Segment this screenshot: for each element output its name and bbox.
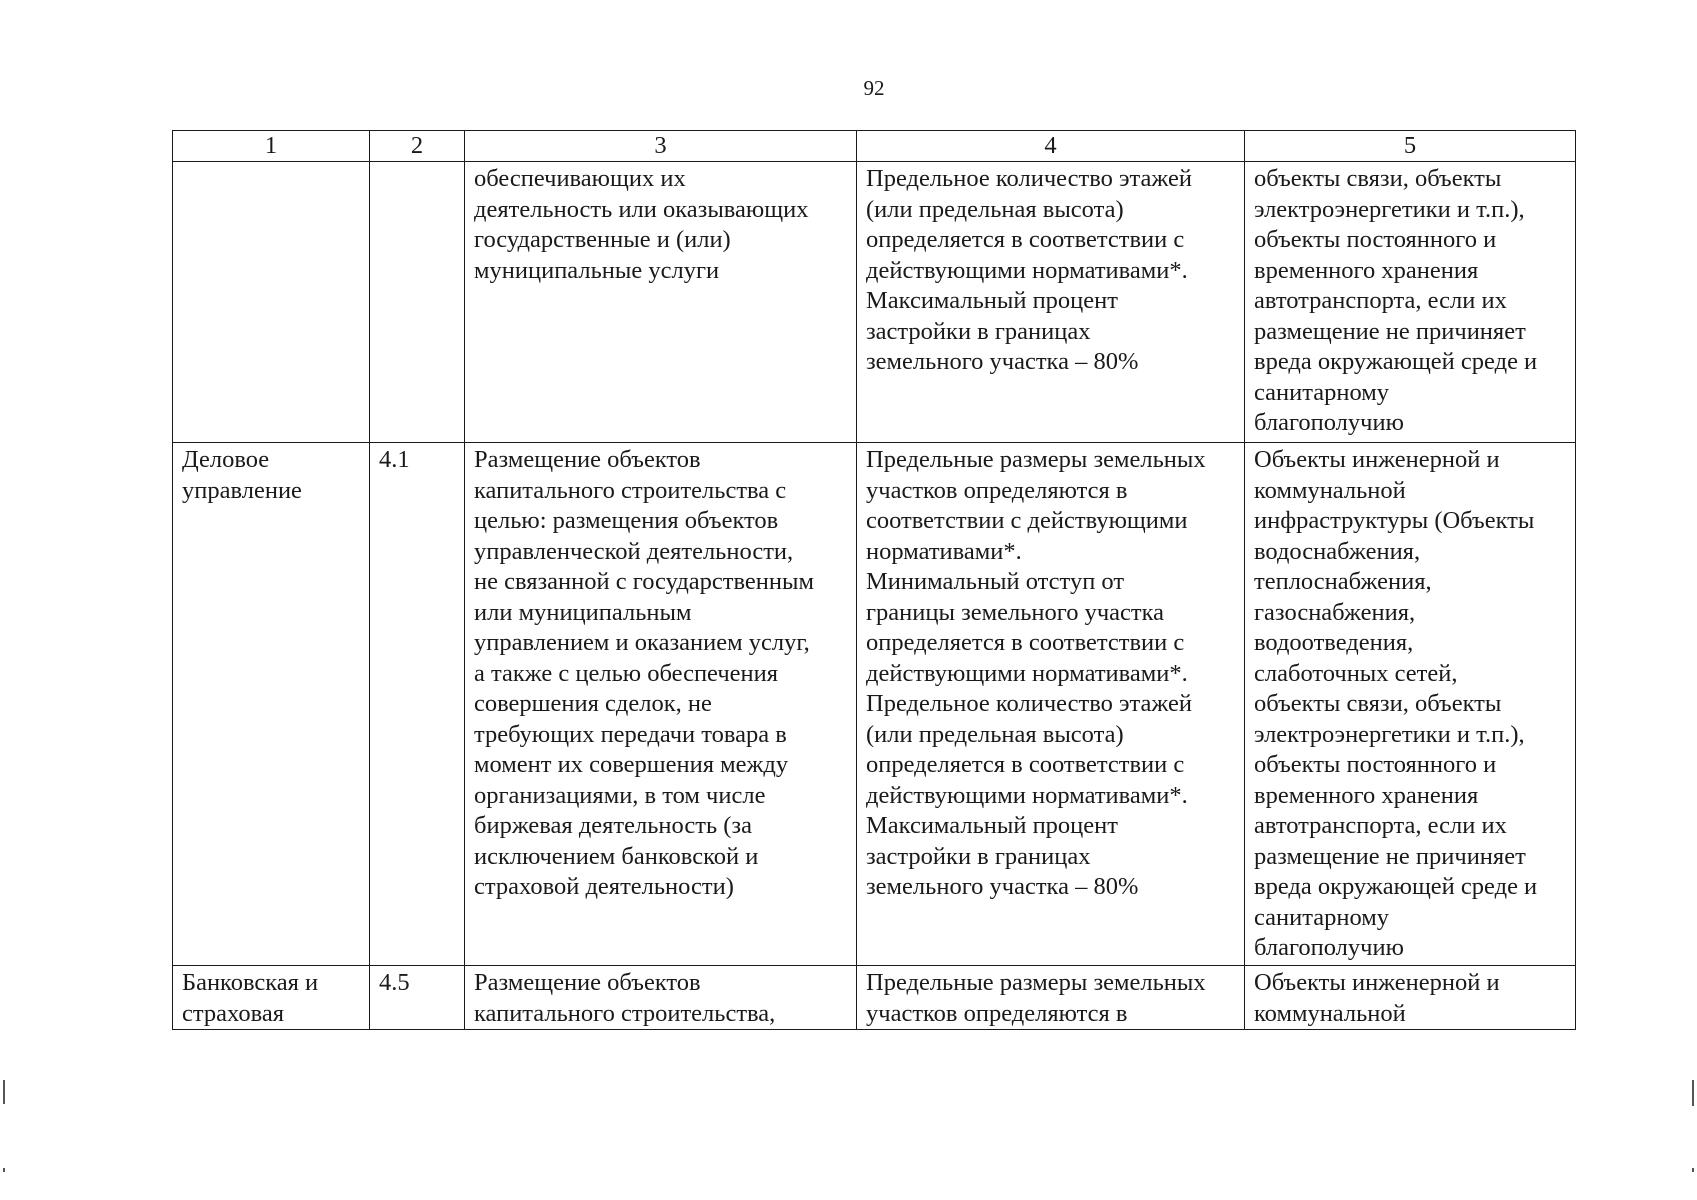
cell-text: Деловое управление bbox=[182, 446, 302, 504]
cell-text: Размещение объектов капитального строительства с целью: размещения объектов управленческой деятельности, не связанной с государственным или муниципальным управлением и оказанием услуг, а также с целью обеспечения совершения сделок, не требующих передачи товара в момент их совершения между организациями, в том числе биржевая деятельность (за исключением банковской и страховой деятельности) bbox=[474, 446, 814, 900]
scan-edge-mark-left-lower bbox=[3, 1168, 5, 1172]
scan-edge-mark-right bbox=[1692, 1080, 1694, 1106]
table-header-row bbox=[173, 131, 1576, 162]
cell-text: 4.5 bbox=[379, 969, 410, 996]
table-row bbox=[173, 162, 1576, 443]
cell-use-code bbox=[370, 966, 465, 1030]
scan-edge-mark-left bbox=[3, 1080, 5, 1104]
column-header: 4 bbox=[857, 131, 1245, 162]
column-header: 3 bbox=[465, 131, 857, 162]
cell-text: 4.1 bbox=[379, 446, 410, 473]
cell-use-name bbox=[173, 162, 370, 443]
cell-auxiliary-uses bbox=[1245, 162, 1576, 443]
cell-text: Предельные размеры земельных участков определяются в соответствии с действующими нормативами*. Минимальный отступ от границы земельного участка определяется в соответствии с действующими нормативами*. Предельное количество этажей (или предельная высота) определяется в соответствии с действующими нормативами*. Максимальный процент застройки в границах земельного участка – 80% bbox=[866, 446, 1206, 900]
cell-use-name bbox=[173, 966, 370, 1030]
cell-text: Банковская и страховая bbox=[182, 969, 319, 1027]
cell-text: Предельные размеры земельных участков определяются в bbox=[866, 969, 1206, 1027]
cell-use-description bbox=[465, 162, 857, 443]
cell-text: Предельное количество этажей (или предельная высота) определяется в соответствии с действующими нормативами*. Максимальный процент застройки в границах земельного участка – 80% bbox=[866, 165, 1192, 375]
scan-edge-mark-right-lower bbox=[1692, 1168, 1694, 1172]
cell-parameters bbox=[857, 162, 1245, 443]
cell-text: Размещение объектов капитального строительства, bbox=[474, 969, 776, 1027]
cell-parameters bbox=[857, 443, 1245, 966]
cell-auxiliary-uses bbox=[1245, 443, 1576, 966]
cell-use-code bbox=[370, 443, 465, 966]
table-row bbox=[173, 966, 1576, 1030]
cell-use-description bbox=[465, 966, 857, 1030]
column-header: 1 bbox=[173, 131, 370, 162]
cell-text: Объекты инженерной и коммунальной bbox=[1254, 969, 1500, 1027]
column-header: 5 bbox=[1245, 131, 1576, 162]
cell-use-code bbox=[370, 162, 465, 443]
page-number: 92 bbox=[863, 76, 885, 100]
zoning-table bbox=[172, 130, 1576, 1030]
cell-text: обеспечивающих их деятельность или оказывающих государственные и (или) муниципальные услуги bbox=[474, 165, 809, 284]
cell-text: Объекты инженерной и коммунальной инфраструктуры (Объекты водоснабжения, теплоснабжения, газоснабжения, водоотведения, слаботочных сетей, объекты связи, объекты электроэнергетики и т.п.), объекты постоянного и временного хранения автотранспорта, если их размещение не причиняет вреда окружающей среде и санитарному благополучию bbox=[1254, 446, 1538, 961]
cell-use-description bbox=[465, 443, 857, 966]
table-row bbox=[173, 443, 1576, 966]
cell-use-name bbox=[173, 443, 370, 966]
cell-parameters bbox=[857, 966, 1245, 1030]
cell-auxiliary-uses bbox=[1245, 966, 1576, 1030]
column-header: 2 bbox=[370, 131, 465, 162]
cell-text: объекты связи, объекты электроэнергетики и т.п.), объекты постоянного и временного хранения автотранспорта, если их размещение не причиняет вреда окружающей среде и санитарному благополучию bbox=[1254, 165, 1538, 436]
